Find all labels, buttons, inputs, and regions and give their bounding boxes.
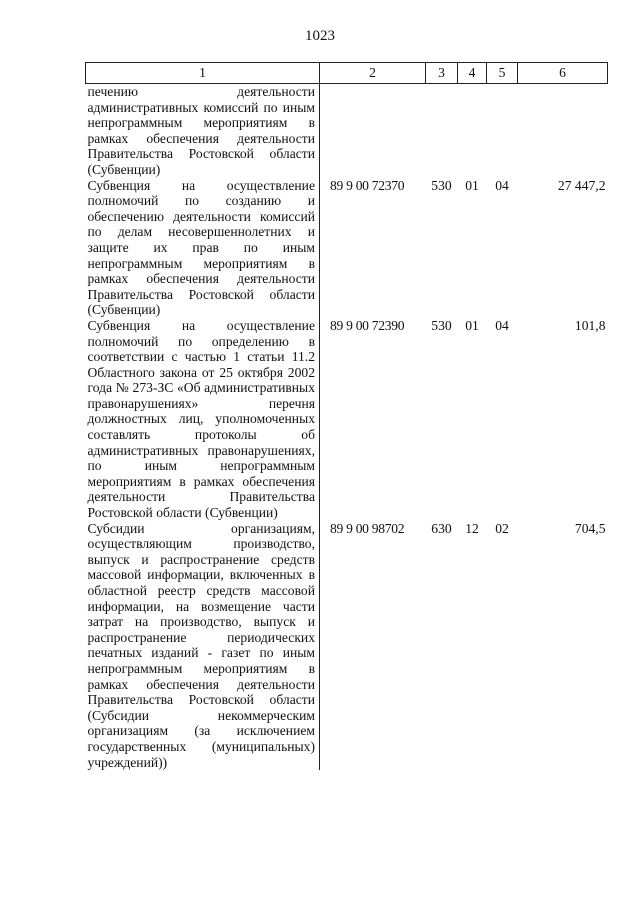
row-expense-type: 530 <box>431 317 452 333</box>
row-target-code <box>320 84 426 178</box>
row-amount: 101,8 <box>574 317 606 333</box>
row-section: 12 <box>465 520 479 536</box>
row-subsection: 04 <box>495 317 509 333</box>
column-header-4: 4 <box>458 63 487 84</box>
row-target-code: 89 9 00 72390 <box>330 317 405 333</box>
row-description: Субвенция на осуществление полномочий по созданию и обеспечению деятельности комиссий по делам несовершеннолетних и защите их прав по иным непрограммным мероприятиям в рамках обеспечения деятельности Правительства Ростовской области (Субвенции) <box>86 178 320 318</box>
table-row <box>86 318 608 521</box>
table-row <box>86 84 608 178</box>
row-section <box>458 84 487 178</box>
row-description: печению деятельности административных комиссий по иным непрограммным мероприятиям в рамках обеспечения деятельности Правительства Ростовской области (Субвенции) <box>86 84 320 178</box>
row-section: 01 <box>465 177 479 193</box>
table-row <box>86 178 608 318</box>
table-row <box>86 521 608 771</box>
row-section: 01 <box>465 317 479 333</box>
row-target-code: 89 9 00 98702 <box>330 520 405 536</box>
budget-table <box>85 62 608 770</box>
row-expense-type: 530 <box>431 177 452 193</box>
column-header-3: 3 <box>426 63 458 84</box>
row-expense-type <box>426 84 458 178</box>
row-amount: 27 447,2 <box>557 177 606 193</box>
row-subsection <box>487 84 518 178</box>
row-expense-type: 630 <box>431 520 452 536</box>
column-header-6: 6 <box>518 63 608 84</box>
column-header-1: 1 <box>86 63 320 84</box>
column-header-2: 2 <box>320 63 426 84</box>
row-subsection: 02 <box>495 520 509 536</box>
page-number: 1023 <box>305 28 335 44</box>
row-target-code: 89 9 00 72370 <box>330 177 405 193</box>
row-amount: 704,5 <box>574 520 606 536</box>
row-description: Субсидии организациям, осуществляющим производство, выпуск и распространение средств массовой информации, включенных в областной реестр средств массовой информации, на возмещение части затрат на производство, выпуск и распространение периодических печатных изданий - газет по иным непрограммным мероприятиям в рамках обеспечения деятельности Правительства Ростовской области (Субсидии некоммерческим организациям (за исключением государственных (муниципальных) учреждений)) <box>86 521 320 771</box>
row-subsection: 04 <box>495 177 509 193</box>
row-description: Субвенция на осуществление полномочий по определению в соответствии с частью 1 статьи 11.2 Областного закона от 25 октября 2002 года № 273-ЗС «Об административных правонарушениях» перечня должностных лиц, уполномоченных составлять протоколы об административных правонарушениях, по иным непрограммным мероприятиям в рамках обеспечения деятельности Правительства Ростовской области (Субвенции) <box>86 318 320 521</box>
row-amount <box>518 84 608 178</box>
table-header-row <box>86 63 608 84</box>
column-header-5: 5 <box>487 63 518 84</box>
